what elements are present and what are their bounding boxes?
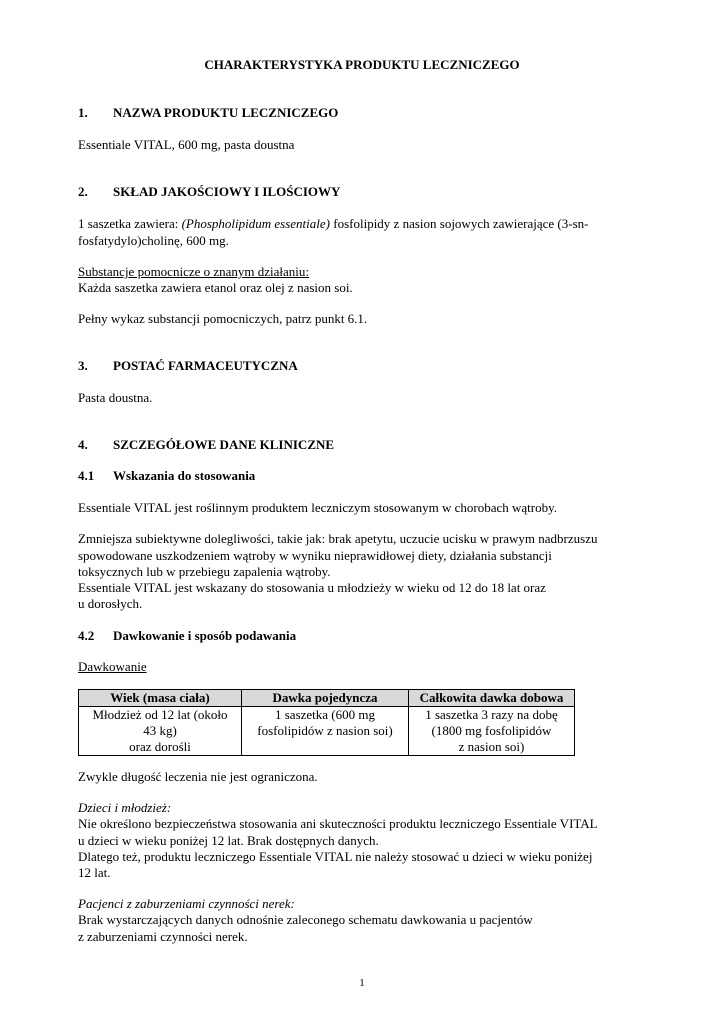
indications-paragraph-1: Essentiale VITAL jest roślinnym produktem leczniczym stosowanym w chorobach wątroby. — [78, 500, 558, 515]
table-cell-single-dose — [242, 707, 409, 756]
section-2-number: 2. — [78, 184, 88, 199]
section-2-heading — [78, 183, 340, 200]
cell-line: 1 saszetka 3 razy na dobę — [425, 707, 558, 722]
composition-line-1 — [78, 215, 588, 232]
children-line: 12 lat. — [78, 865, 111, 880]
table-header-row — [79, 690, 575, 707]
cell-line: z nasion soi) — [458, 739, 525, 754]
section-1-title: NAZWA PRODUKTU LECZNICZEGO — [113, 105, 339, 120]
section-4-number: 4. — [78, 437, 88, 452]
document-title: CHARAKTERYSTYKA PRODUKTU LECZNICZEGO — [204, 57, 520, 72]
section-2-title: SKŁAD JAKOŚCIOWY I ILOŚCIOWY — [113, 184, 341, 199]
treatment-duration-text: Zwykle długość leczenia nie jest ograniczona. — [78, 769, 318, 784]
section-4-heading — [78, 436, 334, 453]
section-3-title: POSTAĆ FARMACEUTYCZNA — [113, 358, 298, 373]
composition-line-2: fosfatydylo)cholinę, 600 mg. — [78, 233, 229, 248]
full-excipients-ref: Pełny wykaz substancji pomocniczych, patrz punkt 6.1. — [78, 311, 368, 326]
children-line: Dlatego też, produktu leczniczego Essentiale VITAL nie należy stosować u dzieci w wieku poniżej — [78, 849, 593, 864]
section-4-1-title: Wskazania do stosowania — [113, 468, 256, 483]
indications-line: spowodowane uszkodzeniem wątroby w wyniku nieprawidłowej diety, działania substancji — [78, 548, 552, 563]
composition-latin-name: (Phospholipidum essentiale) — [181, 216, 330, 231]
product-name-text: Essentiale VITAL, 600 mg, pasta doustna — [78, 137, 295, 152]
children-line: Nie określono bezpieczeństwa stosowania ani skuteczności produktu leczniczego Essentiale VITAL — [78, 816, 598, 831]
table-cell-age — [79, 707, 242, 756]
cell-line: 43 kg) — [143, 723, 177, 738]
cell-line: Młodzież od 12 lat (około — [92, 707, 228, 722]
cell-line: 1 saszetka (600 mg — [274, 707, 375, 722]
page-number: 1 — [359, 977, 365, 989]
children-label: Dzieci i młodzież: — [78, 800, 172, 815]
table-cell-daily-dose — [409, 707, 575, 756]
section-4-1-number: 4.1 — [78, 468, 95, 483]
section-3-heading — [78, 357, 298, 374]
section-1-number: 1. — [78, 105, 88, 120]
indications-line: Essentiale VITAL jest wskazany do stosowania u młodzieży w wieku od 12 do 18 lat oraz — [78, 580, 546, 595]
section-4-2-heading — [78, 627, 296, 644]
excipients-label: Substancje pomocnicze o znanym działaniu: — [78, 264, 310, 279]
composition-suffix: fosfolipidy z nasion sojowych zawierające (3-sn- — [330, 216, 589, 231]
table-header-single-dose: Dawka pojedyncza — [242, 690, 409, 707]
dosage-table — [78, 689, 575, 756]
cell-line: (1800 mg fosfolipidów — [431, 723, 552, 738]
section-1-heading — [78, 104, 338, 121]
section-4-2-title: Dawkowanie i sposób podawania — [113, 628, 297, 643]
cell-line: fosfolipidów z nasion soi) — [257, 723, 393, 738]
section-4-title: SZCZEGÓŁOWE DANE KLINICZNE — [113, 437, 335, 452]
indications-line: toksycznych lub w przebiegu zapalenia wątroby. — [78, 564, 331, 579]
kidney-line: Brak wystarczających danych odnośnie zaleconego schematu dawkowania u pacjentów — [78, 912, 533, 927]
table-header-age: Wiek (masa ciała) — [79, 690, 242, 707]
section-3-number: 3. — [78, 358, 88, 373]
section-4-1-heading — [78, 467, 255, 484]
children-line: u dzieci w wieku poniżej 12 lat. Brak dostępnych danych. — [78, 833, 379, 848]
cell-line: oraz dorośli — [129, 739, 191, 754]
section-4-2-number: 4.2 — [78, 628, 95, 643]
kidney-line: z zaburzeniami czynności nerek. — [78, 929, 248, 944]
dosage-label: Dawkowanie — [78, 659, 147, 674]
indications-line: Zmniejsza subiektywne dolegliwości, takie jak: brak apetytu, uczucie ucisku w prawym nadbrzuszu — [78, 531, 598, 546]
table-header-daily-dose: Całkowita dawka dobowa — [409, 690, 575, 707]
kidney-label: Pacjenci z zaburzeniami czynności nerek: — [78, 896, 295, 911]
pharmaceutical-form-text: Pasta doustna. — [78, 390, 153, 405]
excipients-text: Każda saszetka zawiera etanol oraz olej z nasion soi. — [78, 280, 353, 295]
table-row — [79, 707, 575, 756]
composition-prefix: 1 saszetka zawiera: — [78, 216, 182, 231]
indications-line: u dorosłych. — [78, 596, 143, 611]
